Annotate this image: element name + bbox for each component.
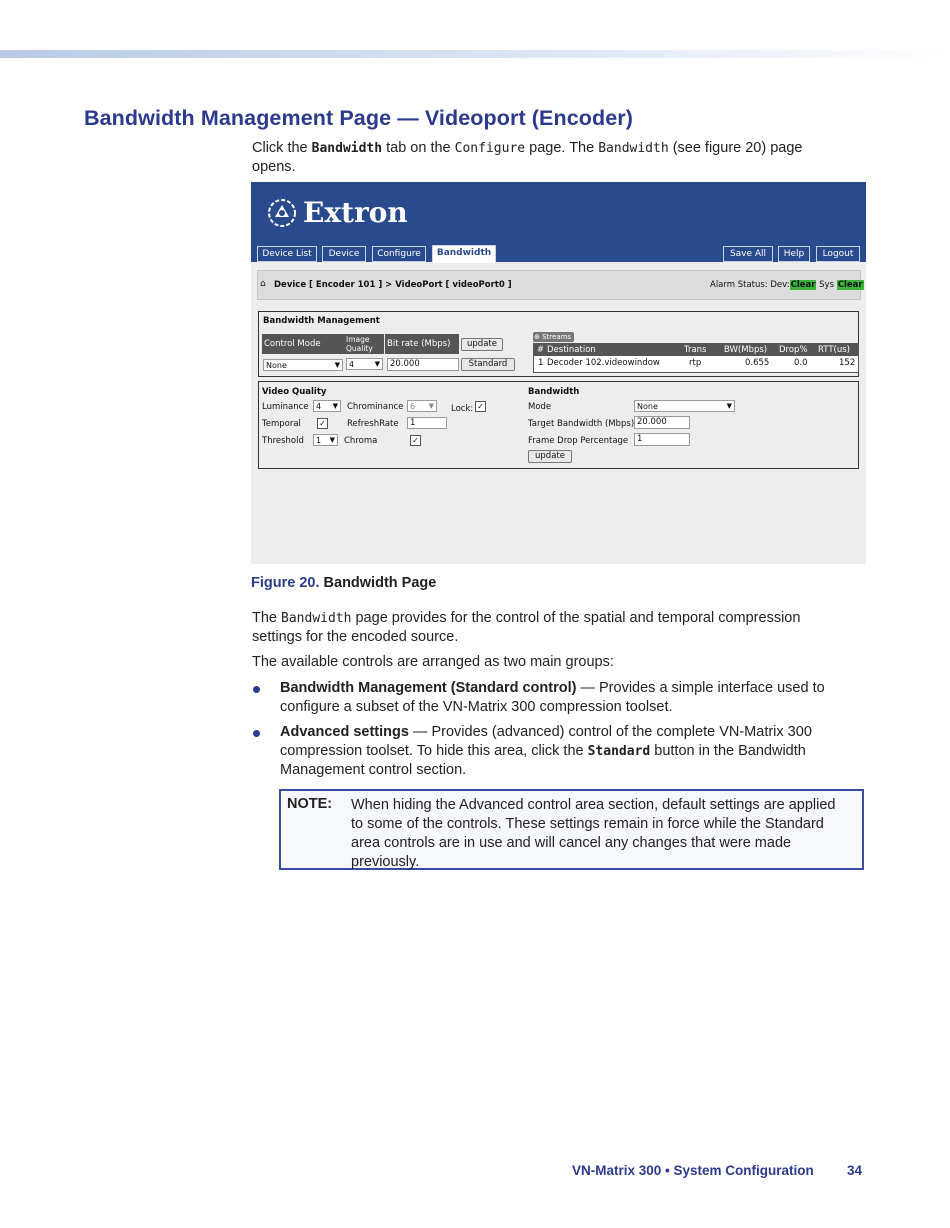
help-button[interactable]: Help [778,246,810,262]
groups-intro-paragraph: The available controls are arranged as two main groups: [252,654,614,670]
breadcrumb: Device [ Encoder 101 ] > VideoPort [ videoPort0 ] [274,280,512,290]
luminance-label: Luminance [262,402,309,412]
intro-code-bandwidth-tab: Bandwidth [311,141,383,156]
header-gradient-bar [0,50,950,58]
streams-col-header: RTT(us) [818,345,850,355]
tab-bandwidth[interactable]: Bandwidth [432,245,496,263]
mode-label: Mode [528,402,552,412]
bullet-advanced-settings [280,723,870,780]
intro-text: Click the [252,140,312,156]
video-quality-title: Video Quality [262,387,327,397]
bandwidth-page-screenshot [251,182,866,564]
mode-value: None [637,402,658,411]
alarm-sys-badge: Clear [837,280,863,290]
alarm-dev-badge: Clear [790,280,816,290]
col-control-mode: Control Mode [262,334,344,354]
alarm-label: Alarm Status: Dev: [710,280,790,290]
chrominance-label: Chrominance [347,402,404,412]
figure-number: Figure 20. [251,575,320,591]
bullet-text: compression toolset. To hide this area, click the [280,743,588,759]
intro-code-bandwidth: Bandwidth [598,141,669,156]
stream-cell: 1 [538,358,544,368]
bullet-code-standard: Standard [587,744,651,759]
note-box [279,789,864,870]
save-all-button[interactable]: Save All [723,246,773,262]
para-text: settings for the encoded source. [252,629,459,645]
stream-cell: 0.655 [745,358,770,368]
bullet-icon [253,730,260,737]
streams-table [533,343,859,373]
note-line: previously. [351,854,420,870]
figure-caption [251,575,436,591]
luminance-select[interactable] [313,400,341,412]
stream-cell: rtp [689,358,702,368]
expand-icon: ⊕ [534,333,540,341]
chroma-checkbox[interactable]: ✓ [410,435,421,446]
figure-title: Bandwidth Page [323,575,437,591]
image-quality-value: 4 [349,360,355,369]
chevron-down-icon: ▼ [428,402,434,410]
threshold-value: 1 [316,436,322,445]
bm-title: Bandwidth Management [263,316,380,326]
refreshrate-label: RefreshRate [347,419,399,429]
stream-cell: 152 [839,358,856,368]
target-bandwidth-input[interactable]: 20.000 [634,416,690,429]
logout-button[interactable]: Logout [816,246,860,262]
control-mode-value: None [266,361,287,370]
bullet-text: button in the Bandwidth [650,743,806,759]
chrominance-select[interactable] [407,400,437,412]
bandwidth-title: Bandwidth [528,387,580,397]
bandwidth-management-panel [258,311,859,377]
refreshrate-input[interactable]: 1 [407,417,447,429]
bullet-bandwidth-management [280,679,870,717]
stream-cell: 0.0 [794,358,808,368]
streams-label: Streams [542,333,572,341]
breadcrumb-bar [257,270,861,300]
intro-text: (see figure 20) page [668,140,803,156]
chevron-down-icon: ▼ [329,436,335,444]
chroma-label: Chroma [344,436,378,446]
temporal-checkbox[interactable]: ✓ [317,418,328,429]
note-label: NOTE: [287,796,333,812]
chevron-down-icon: ▼ [334,361,340,369]
streams-col-header: BW(Mbps) [724,345,768,355]
page-number: 34 [847,1163,863,1178]
lock-label: Lock: [451,404,474,414]
col-bit-rate: Bit rate (Mbps) [385,334,459,354]
streams-col-header: Trans [684,345,707,355]
note-line: When hiding the Advanced control area section, default settings are applied [351,797,836,813]
bullet-text: Management control section. [280,762,467,778]
note-line: area controls are in use and will cancel any changes that were made [351,835,792,851]
note-line: to some of the controls. These settings remain in force while the Standard [351,816,824,832]
advanced-update-button[interactable]: update [528,450,572,463]
description-paragraph [252,609,867,647]
section-heading: Bandwidth Management Page — Videoport (Encoder) [84,106,634,130]
bullet-bold: Bandwidth Management (Standard control) [280,680,577,696]
extron-logo-icon [267,198,297,228]
note-text [351,796,859,872]
extron-logo-text: Extron [303,196,408,229]
bullet-text: — Provides a simple interface used to [576,680,825,696]
tab-device[interactable]: Device [322,246,366,262]
bullet-text: — Provides (advanced) control of the complete VN-Matrix 300 [408,724,812,740]
advanced-settings-panel [258,381,859,469]
chevron-down-icon: ▼ [332,402,338,410]
threshold-select[interactable] [313,434,338,446]
bit-rate-input[interactable]: 20.000 [387,358,459,371]
intro-paragraph [252,139,867,177]
streams-toggle[interactable] [533,332,574,342]
threshold-label: Threshold [262,436,304,446]
streams-col-header: # [537,345,545,355]
streams-col-header: Destination [547,345,596,355]
para-text: The [252,610,282,626]
col-image-quality: Image Quality [344,334,384,354]
footer-title: VN-Matrix 300 • System Configuration [572,1163,814,1178]
chevron-down-icon: ▼ [374,360,380,368]
alarm-sys-label: Sys [819,280,834,290]
target-bandwidth-label: Target Bandwidth (Mbps) [528,419,635,429]
app-header [251,182,866,262]
temporal-label: Temporal [262,419,301,429]
chrominance-value: 6 [410,402,416,411]
update-button[interactable]: update [461,338,503,351]
device-icon: ⌂ [260,279,266,289]
control-mode-select[interactable] [263,359,343,371]
intro-code-configure: Configure [454,141,526,156]
stream-cell: Decoder 102.videowindow [547,358,660,368]
intro-text: opens. [252,159,296,175]
para-code-bandwidth: Bandwidth [281,611,352,626]
bullet-icon [253,686,260,693]
bullet-text: configure a subset of the VN-Matrix 300 compression toolset. [280,699,673,715]
luminance-value: 4 [316,402,322,411]
bullet-bold: Advanced settings [280,724,409,740]
lock-checkbox[interactable]: ✓ [475,401,486,412]
alarm-status [710,280,864,290]
image-quality-select[interactable] [346,358,383,370]
frame-drop-label: Frame Drop Percentage [528,436,629,446]
frame-drop-input[interactable]: 1 [634,433,690,446]
tab-device-list[interactable]: Device List [257,246,317,262]
tab-configure[interactable]: Configure [372,246,426,262]
chevron-down-icon: ▼ [726,402,732,410]
intro-text: tab on the [382,140,455,156]
intro-text: page. The [525,140,599,156]
para-text: page provides for the control of the spatial and temporal compression [351,610,801,626]
streams-col-header: Drop% [779,345,808,355]
standard-button[interactable]: Standard [461,358,515,371]
mode-select[interactable] [634,400,735,412]
